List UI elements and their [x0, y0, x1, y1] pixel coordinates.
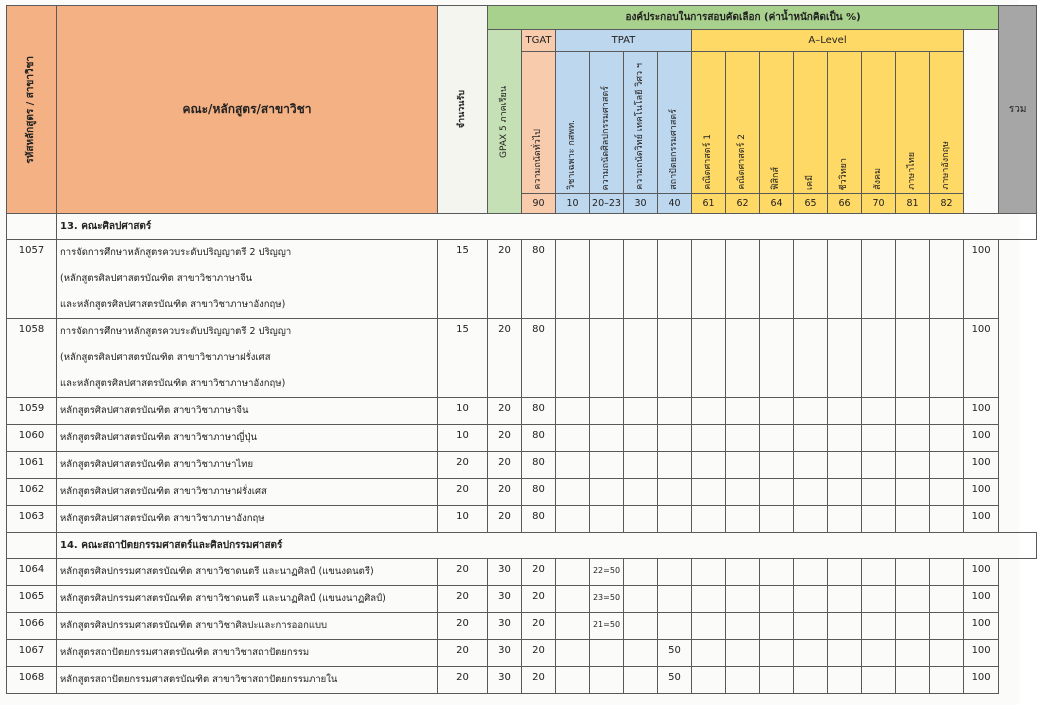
alevel-value — [794, 452, 828, 479]
total-value: 100 — [964, 559, 999, 586]
alevel-value — [828, 613, 862, 640]
tpat40-value: 50 — [658, 640, 692, 667]
program-name — [57, 613, 438, 640]
tpat10-value — [556, 640, 590, 667]
program-name — [57, 398, 438, 425]
program-name — [57, 586, 438, 613]
program-code: 1066 — [7, 613, 57, 640]
tpat30-value — [624, 398, 658, 425]
program-name-line: หลักสูตรศิลปศาสตรบัณฑิต สาขาวิชาภาษาอังกฤษ — [60, 513, 265, 524]
subject-code: 61 — [692, 194, 726, 214]
tpat40-value — [658, 319, 692, 398]
subject-code: 40 — [658, 194, 692, 214]
tpat30-value — [624, 479, 658, 506]
subject-header: ชีววิทยา — [828, 52, 862, 194]
gpax-value: 30 — [488, 667, 522, 694]
tpat20-value — [590, 452, 624, 479]
alevel-value — [930, 506, 964, 533]
total-value: 100 — [964, 640, 999, 667]
tpat20-value — [590, 479, 624, 506]
alevel-value — [794, 613, 828, 640]
program-name — [57, 319, 438, 398]
tpat10-value — [556, 240, 590, 319]
tpat10-value — [556, 613, 590, 640]
subject-code: 90 — [522, 194, 556, 214]
tgat-value: 80 — [522, 319, 556, 398]
subject-code: 64 — [760, 194, 794, 214]
tpat10-value — [556, 667, 590, 694]
alevel-value — [760, 425, 794, 452]
subject-header: ภาษาอังกฤษ — [930, 52, 964, 194]
tgat-value: 80 — [522, 506, 556, 533]
subject-header: ความถนัดทั่วไป — [522, 52, 556, 194]
program-name — [57, 240, 438, 319]
table-row — [7, 613, 1037, 640]
program-code: 1064 — [7, 559, 57, 586]
program-name-line: หลักสูตรสถาปัตยกรรมศาสตรบัณฑิต สาขาวิชาสถาปัตยกรรม — [60, 647, 310, 658]
tpat40-value — [658, 559, 692, 586]
table-row — [7, 452, 1037, 479]
tpat40-value — [658, 613, 692, 640]
tpat10-value — [556, 319, 590, 398]
program-name-line: และหลักสูตรศิลปศาสตรบัณฑิต สาขาวิชาภาษาอังกฤษ) — [60, 299, 286, 310]
alevel-value — [896, 559, 930, 586]
table-row — [7, 559, 1037, 586]
seats-value: 20 — [438, 559, 488, 586]
tpat30-value — [624, 319, 658, 398]
subject-code: 81 — [896, 194, 930, 214]
tpat20-value — [590, 667, 624, 694]
seats-value: 15 — [438, 240, 488, 319]
tgat-value: 20 — [522, 613, 556, 640]
alevel-value — [896, 640, 930, 667]
alevel-value — [930, 559, 964, 586]
program-name-line: หลักสูตรสถาปัตยกรรมศาสตรบัณฑิต สาขาวิชาสถาปัตยกรรมภายใน — [60, 674, 338, 685]
alevel-value — [692, 613, 726, 640]
alevel-value — [896, 398, 930, 425]
tgat-header: TGAT — [522, 30, 556, 52]
program-name — [57, 479, 438, 506]
alevel-value — [828, 398, 862, 425]
subject-header: คณิตศาสตร์ 1 — [692, 52, 726, 194]
program-name — [57, 452, 438, 479]
alevel-value — [794, 559, 828, 586]
alevel-value — [726, 398, 760, 425]
tpat30-value — [624, 640, 658, 667]
alevel-value — [828, 667, 862, 694]
alevel-value — [726, 586, 760, 613]
alevel-value — [862, 319, 896, 398]
gpax-value: 20 — [488, 319, 522, 398]
tpat40-value — [658, 506, 692, 533]
tpat30-value — [624, 506, 658, 533]
alevel-value — [692, 398, 726, 425]
alevel-value — [726, 640, 760, 667]
program-name-line: หลักสูตรศิลปกรรมศาสตรบัณฑิต สาขาวิชาศิลปะและการออกแบบ — [60, 620, 328, 631]
alevel-value — [726, 240, 760, 319]
total-value: 100 — [964, 613, 999, 640]
tpat20-value — [590, 398, 624, 425]
alevel-value — [760, 559, 794, 586]
tpat10-value — [556, 559, 590, 586]
tgat-value: 80 — [522, 479, 556, 506]
tpat20-value — [590, 319, 624, 398]
alevel-value — [794, 640, 828, 667]
subject-code: 20–23 — [590, 194, 624, 214]
alevel-value — [896, 425, 930, 452]
tpat40-value — [658, 398, 692, 425]
program-name-line: การจัดการศึกษาหลักสูตรควบระดับปริญญาตรี 2 ปริญญา — [60, 247, 292, 258]
alevel-value — [930, 240, 964, 319]
table-row — [7, 640, 1037, 667]
gpax-value: 20 — [488, 479, 522, 506]
section-row — [7, 533, 1037, 559]
alevel-value — [896, 586, 930, 613]
alevel-value — [862, 613, 896, 640]
alevel-value — [726, 319, 760, 398]
program-name-line: (หลักสูตรศิลปศาสตรบัณฑิต สาขาวิชาภาษาจีน — [60, 273, 253, 284]
alevel-value — [862, 506, 896, 533]
alevel-value — [726, 559, 760, 586]
tpat20-value — [590, 425, 624, 452]
tpat20-value — [590, 640, 624, 667]
gpax-value: 20 — [488, 398, 522, 425]
program-name-line: หลักสูตรศิลปศาสตรบัณฑิต สาขาวิชาภาษาจีน — [60, 405, 249, 416]
tpat30-value — [624, 613, 658, 640]
tpat10-value — [556, 398, 590, 425]
alevel-value — [760, 667, 794, 694]
subject-code: 10 — [556, 194, 590, 214]
alevel-value — [828, 319, 862, 398]
alevel-value — [726, 479, 760, 506]
alevel-value — [930, 613, 964, 640]
subject-code: 62 — [726, 194, 760, 214]
alevel-value — [692, 319, 726, 398]
tpat10-value — [556, 479, 590, 506]
seats-value: 15 — [438, 319, 488, 398]
subject-header: สังคม — [862, 52, 896, 194]
gpax-value: 20 — [488, 452, 522, 479]
alevel-value — [862, 452, 896, 479]
total-value: 100 — [964, 667, 999, 694]
program-name-line: และหลักสูตรศิลปศาสตรบัณฑิต สาขาวิชาภาษาอังกฤษ) — [60, 378, 286, 389]
program-name — [57, 559, 438, 586]
alevel-value — [896, 667, 930, 694]
tgat-value: 80 — [522, 398, 556, 425]
tpat10-value — [556, 452, 590, 479]
total-value: 100 — [964, 319, 999, 398]
alevel-value — [930, 425, 964, 452]
program-name-line: หลักสูตรศิลปศาสตรบัณฑิต สาขาวิชาภาษาไทย — [60, 459, 254, 470]
seats-value: 20 — [438, 613, 488, 640]
code-header: รหัสหลักสูตร / สาขาวิชา — [7, 6, 57, 214]
tpat30-value — [624, 425, 658, 452]
program-name — [57, 506, 438, 533]
total-value: 100 — [964, 398, 999, 425]
alevel-value — [930, 586, 964, 613]
program-code: 1059 — [7, 398, 57, 425]
subject-header: ภาษาไทย — [896, 52, 930, 194]
seats-header: จำนวนรับ — [438, 6, 488, 214]
program-code: 1060 — [7, 425, 57, 452]
table-row — [7, 319, 1037, 398]
alevel-value — [760, 479, 794, 506]
alevel-value — [726, 425, 760, 452]
program-code: 1062 — [7, 479, 57, 506]
gpax-value: 20 — [488, 425, 522, 452]
tpat40-value — [658, 240, 692, 319]
alevel-value — [930, 452, 964, 479]
seats-value: 20 — [438, 640, 488, 667]
program-name-line: (หลักสูตรศิลปศาสตรบัณฑิต สาขาวิชาภาษาฝรั่งเศส — [60, 352, 271, 363]
total-value: 100 — [964, 452, 999, 479]
alevel-value — [930, 319, 964, 398]
alevel-value — [828, 479, 862, 506]
alevel-value — [794, 425, 828, 452]
table-row — [7, 240, 1037, 319]
alevel-value — [930, 640, 964, 667]
subject-header: คณิตศาสตร์ 2 — [726, 52, 760, 194]
alevel-value — [760, 452, 794, 479]
subject-header: ฟิสิกส์ — [760, 52, 794, 194]
alevel-value — [692, 452, 726, 479]
alevel-value — [930, 667, 964, 694]
tgat-value: 20 — [522, 559, 556, 586]
tgat-value: 80 — [522, 452, 556, 479]
alevel-value — [862, 640, 896, 667]
gpax-value: 20 — [488, 240, 522, 319]
table-row — [7, 667, 1037, 694]
table-row — [7, 506, 1037, 533]
gpax-value: 30 — [488, 559, 522, 586]
alevel-value — [794, 240, 828, 319]
alevel-value — [862, 479, 896, 506]
alevel-value — [794, 398, 828, 425]
subject-code: 70 — [862, 194, 896, 214]
program-code: 1061 — [7, 452, 57, 479]
alevel-value — [930, 479, 964, 506]
seats-value: 20 — [438, 586, 488, 613]
alevel-value — [760, 506, 794, 533]
total-value: 100 — [964, 586, 999, 613]
table-header — [7, 6, 1037, 214]
alevel-value — [760, 586, 794, 613]
alevel-value — [692, 506, 726, 533]
alevel-value — [896, 452, 930, 479]
total-value: 100 — [964, 425, 999, 452]
subject-code: 30 — [624, 194, 658, 214]
tpat10-value — [556, 506, 590, 533]
alevel-value — [760, 319, 794, 398]
alevel-value — [760, 613, 794, 640]
program-code: 1058 — [7, 319, 57, 398]
subject-code: 66 — [828, 194, 862, 214]
tpat20-value: 21=50 — [590, 613, 624, 640]
tpat30-value — [624, 559, 658, 586]
table-row — [7, 425, 1037, 452]
alevel-value — [760, 398, 794, 425]
tgat-value: 80 — [522, 425, 556, 452]
tpat10-value — [556, 586, 590, 613]
tpat20-value: 22=50 — [590, 559, 624, 586]
total-header: รวม — [999, 6, 1037, 214]
tpat10-value — [556, 425, 590, 452]
components-header: องค์ประกอบในการสอบคัดเลือก (ค่าน้ำหนักคิดเป็น %) — [488, 6, 999, 30]
alevel-value — [726, 667, 760, 694]
section-title: 13. คณะศิลปศาสตร์ — [57, 214, 1037, 240]
alevel-value — [794, 506, 828, 533]
alevel-value — [692, 667, 726, 694]
alevel-value — [828, 559, 862, 586]
seats-value: 10 — [438, 506, 488, 533]
subject-code: 65 — [794, 194, 828, 214]
tpat40-value — [658, 586, 692, 613]
alevel-value — [828, 586, 862, 613]
alevel-value — [760, 640, 794, 667]
program-code: 1063 — [7, 506, 57, 533]
tpat30-value — [624, 586, 658, 613]
alevel-value — [828, 240, 862, 319]
alevel-value — [794, 319, 828, 398]
alevel-value — [828, 506, 862, 533]
alevel-value — [794, 586, 828, 613]
gpax-header: GPAX 5 ภาคเรียน — [488, 30, 522, 214]
tpat30-value — [624, 452, 658, 479]
section-blank — [7, 214, 57, 240]
alevel-value — [726, 506, 760, 533]
alevel-value — [692, 240, 726, 319]
alevel-value — [862, 559, 896, 586]
subject-header: ความถนัดศิลปกรรมศาสตร์ — [590, 52, 624, 194]
program-name-line: หลักสูตรศิลปกรรมศาสตรบัณฑิต สาขาวิชาดนตรี และนาฏศิลป์ (แขนงนาฏศิลป์) — [60, 593, 386, 604]
alevel-value — [692, 586, 726, 613]
program-code: 1057 — [7, 240, 57, 319]
subject-header: วิชาเฉพาะ กสพท. — [556, 52, 590, 194]
tpat20-value — [590, 506, 624, 533]
alevel-value — [862, 425, 896, 452]
section-row — [7, 214, 1037, 240]
alevel-value — [930, 398, 964, 425]
alevel-value — [692, 640, 726, 667]
program-name-line: หลักสูตรศิลปศาสตรบัณฑิต สาขาวิชาภาษาญี่ปุ่น — [60, 432, 258, 443]
tpat-header: TPAT — [556, 30, 692, 52]
program-header: คณะ/หลักสูตร/สาขาวิชา — [57, 6, 438, 214]
total-value: 100 — [964, 240, 999, 319]
tpat20-value — [590, 240, 624, 319]
subject-header: สถาปัตยกรรมศาสตร์ — [658, 52, 692, 194]
alevel-value — [726, 452, 760, 479]
tgat-value: 20 — [522, 640, 556, 667]
seats-value: 20 — [438, 452, 488, 479]
gpax-value: 30 — [488, 586, 522, 613]
alevel-value — [862, 667, 896, 694]
alevel-value — [828, 640, 862, 667]
tpat30-value — [624, 667, 658, 694]
table-body — [7, 214, 1037, 694]
program-name-line: หลักสูตรศิลปกรรมศาสตรบัณฑิต สาขาวิชาดนตรี และนาฏศิลป์ (แขนงดนตรี) — [60, 566, 374, 577]
tpat40-value — [658, 452, 692, 479]
seats-value: 20 — [438, 667, 488, 694]
gpax-value: 20 — [488, 506, 522, 533]
gpax-value: 30 — [488, 640, 522, 667]
alevel-value — [692, 425, 726, 452]
alevel-value — [862, 398, 896, 425]
program-name — [57, 425, 438, 452]
seats-value: 20 — [438, 479, 488, 506]
tgat-value: 20 — [522, 667, 556, 694]
seats-value: 10 — [438, 425, 488, 452]
alevel-value — [692, 559, 726, 586]
alevel-value — [896, 240, 930, 319]
tpat20-value: 23=50 — [590, 586, 624, 613]
section-title: 14. คณะสถาปัตยกรรมศาสตร์และศิลปกรรมศาสตร์ — [57, 533, 1037, 559]
gpax-value: 30 — [488, 613, 522, 640]
total-value: 100 — [964, 479, 999, 506]
subject-header: ความถนัดวิทย์ เทคโนโลยี วิศว ฯ — [624, 52, 658, 194]
tpat40-value: 50 — [658, 667, 692, 694]
alevel-value — [862, 240, 896, 319]
total-value: 100 — [964, 506, 999, 533]
alevel-value — [794, 479, 828, 506]
program-code: 1068 — [7, 667, 57, 694]
table-row — [7, 398, 1037, 425]
alevel-value — [896, 319, 930, 398]
alevel-header: A–Level — [692, 30, 964, 52]
program-name-line: การจัดการศึกษาหลักสูตรควบระดับปริญญาตรี 2 ปริญญา — [60, 326, 292, 337]
alevel-value — [896, 479, 930, 506]
alevel-value — [726, 613, 760, 640]
admission-table — [6, 5, 1037, 694]
tpat30-value — [624, 240, 658, 319]
alevel-value — [896, 613, 930, 640]
subject-header: เคมี — [794, 52, 828, 194]
program-name — [57, 640, 438, 667]
program-name — [57, 667, 438, 694]
table-row — [7, 479, 1037, 506]
alevel-value — [692, 479, 726, 506]
program-code: 1065 — [7, 586, 57, 613]
alevel-value — [862, 586, 896, 613]
tpat40-value — [658, 479, 692, 506]
alevel-value — [896, 506, 930, 533]
alevel-value — [828, 425, 862, 452]
alevel-value — [794, 667, 828, 694]
section-blank — [7, 533, 57, 559]
seats-value: 10 — [438, 398, 488, 425]
alevel-value — [828, 452, 862, 479]
tpat40-value — [658, 425, 692, 452]
tgat-value: 20 — [522, 586, 556, 613]
alevel-value — [760, 240, 794, 319]
table-row — [7, 586, 1037, 613]
tgat-value: 80 — [522, 240, 556, 319]
program-name-line: หลักสูตรศิลปศาสตรบัณฑิต สาขาวิชาภาษาฝรั่งเศส — [60, 486, 267, 497]
subject-code: 82 — [930, 194, 964, 214]
program-code: 1067 — [7, 640, 57, 667]
